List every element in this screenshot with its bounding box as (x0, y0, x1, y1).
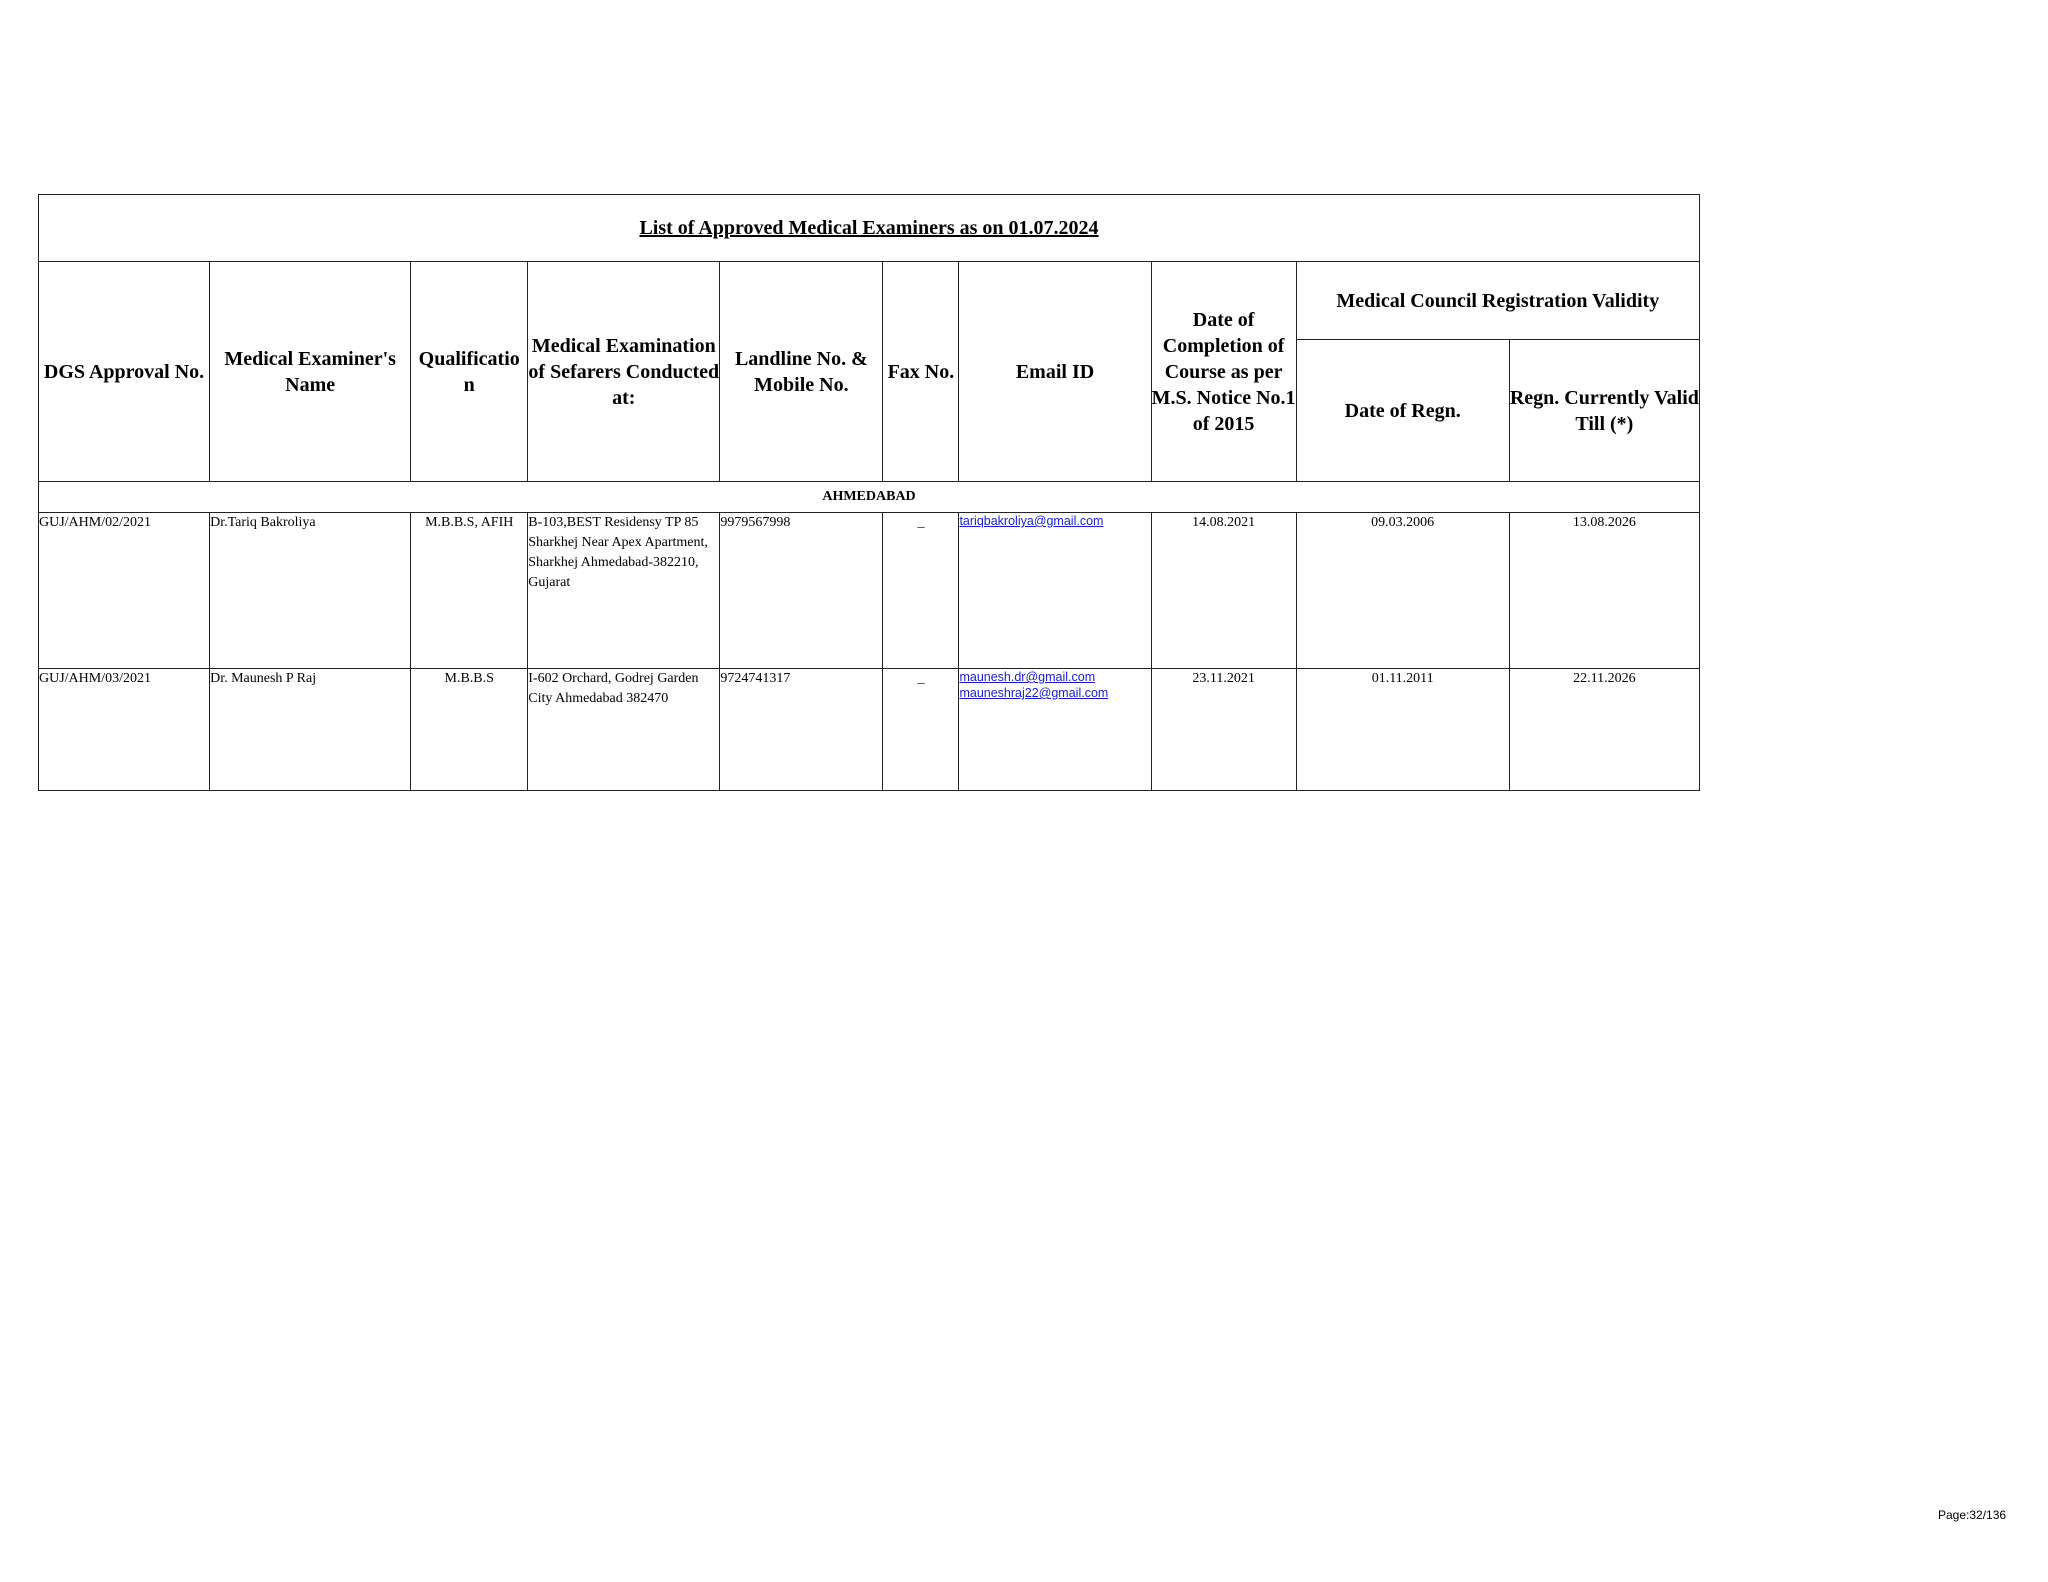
course-completion-date: 14.08.2021 (1151, 513, 1296, 669)
email-link[interactable]: tariqbakroliya@gmail.com (959, 514, 1104, 528)
header-landline: Landline No. & Mobile No. (720, 262, 883, 482)
phone-number: 9979567998 (720, 513, 883, 669)
header-dgs-approval: DGS Approval No. (39, 262, 210, 482)
dgs-approval-no: GUJ/AHM/02/2021 (39, 513, 210, 669)
header-regn-date: Date of Regn. (1296, 340, 1509, 482)
table-row (39, 513, 1700, 669)
exam-address: B-103,BEST Residensy TP 85 Sharkhej Near Apex Apartment, Sharkhej Ahmedabad-382210, Gujarat (528, 513, 720, 669)
regn-date: 09.03.2006 (1296, 513, 1509, 669)
table-title: List of Approved Medical Examiners as on 01.07.2024 (639, 216, 1099, 239)
header-course-completion: Date of Completion of Course as per M.S. Notice No.1 of 2015 (1151, 262, 1296, 482)
course-completion-date: 23.11.2021 (1151, 669, 1296, 791)
qualification: M.B.B.S (411, 669, 528, 791)
regn-date: 01.11.2011 (1296, 669, 1509, 791)
header-fax: Fax No. (883, 262, 959, 482)
examiner-name: Dr. Maunesh P Raj (210, 669, 411, 791)
valid-till-date: 22.11.2026 (1509, 669, 1699, 791)
email-cell (959, 669, 1151, 791)
table-title-cell (39, 195, 1700, 262)
table-row (39, 669, 1700, 791)
fax-number: _ (883, 513, 959, 669)
header-qualification: Qualificatio n (411, 262, 528, 482)
header-valid-till: Regn. Currently Valid Till (*) (1509, 340, 1699, 482)
examiner-name: Dr.Tariq Bakroliya (210, 513, 411, 669)
phone-number: 9724741317 (720, 669, 883, 791)
email-cell (959, 513, 1151, 669)
fax-number: _ (883, 669, 959, 791)
email-link-secondary[interactable]: mauneshraj22@gmail.com (959, 686, 1109, 700)
examiners-table (38, 194, 1700, 791)
valid-till-date: 13.08.2026 (1509, 513, 1699, 669)
region-label: AHMEDABAD (39, 482, 1700, 513)
qualification: M.B.B.S, AFIH (411, 513, 528, 669)
exam-address: I-602 Orchard, Godrej Garden City Ahmedabad 382470 (528, 669, 720, 791)
header-conducted-at: Medical Examination of Sefarers Conducted at: (528, 262, 720, 482)
header-council-validity: Medical Council Registration Validity (1296, 262, 1699, 340)
header-email: Email ID (959, 262, 1151, 482)
page-number: Page:32/136 (1938, 1508, 2007, 1522)
header-examiner-name: Medical Examiner's Name (210, 262, 411, 482)
dgs-approval-no: GUJ/AHM/03/2021 (39, 669, 210, 791)
email-link[interactable]: maunesh.dr@gmail.com (959, 670, 1096, 684)
